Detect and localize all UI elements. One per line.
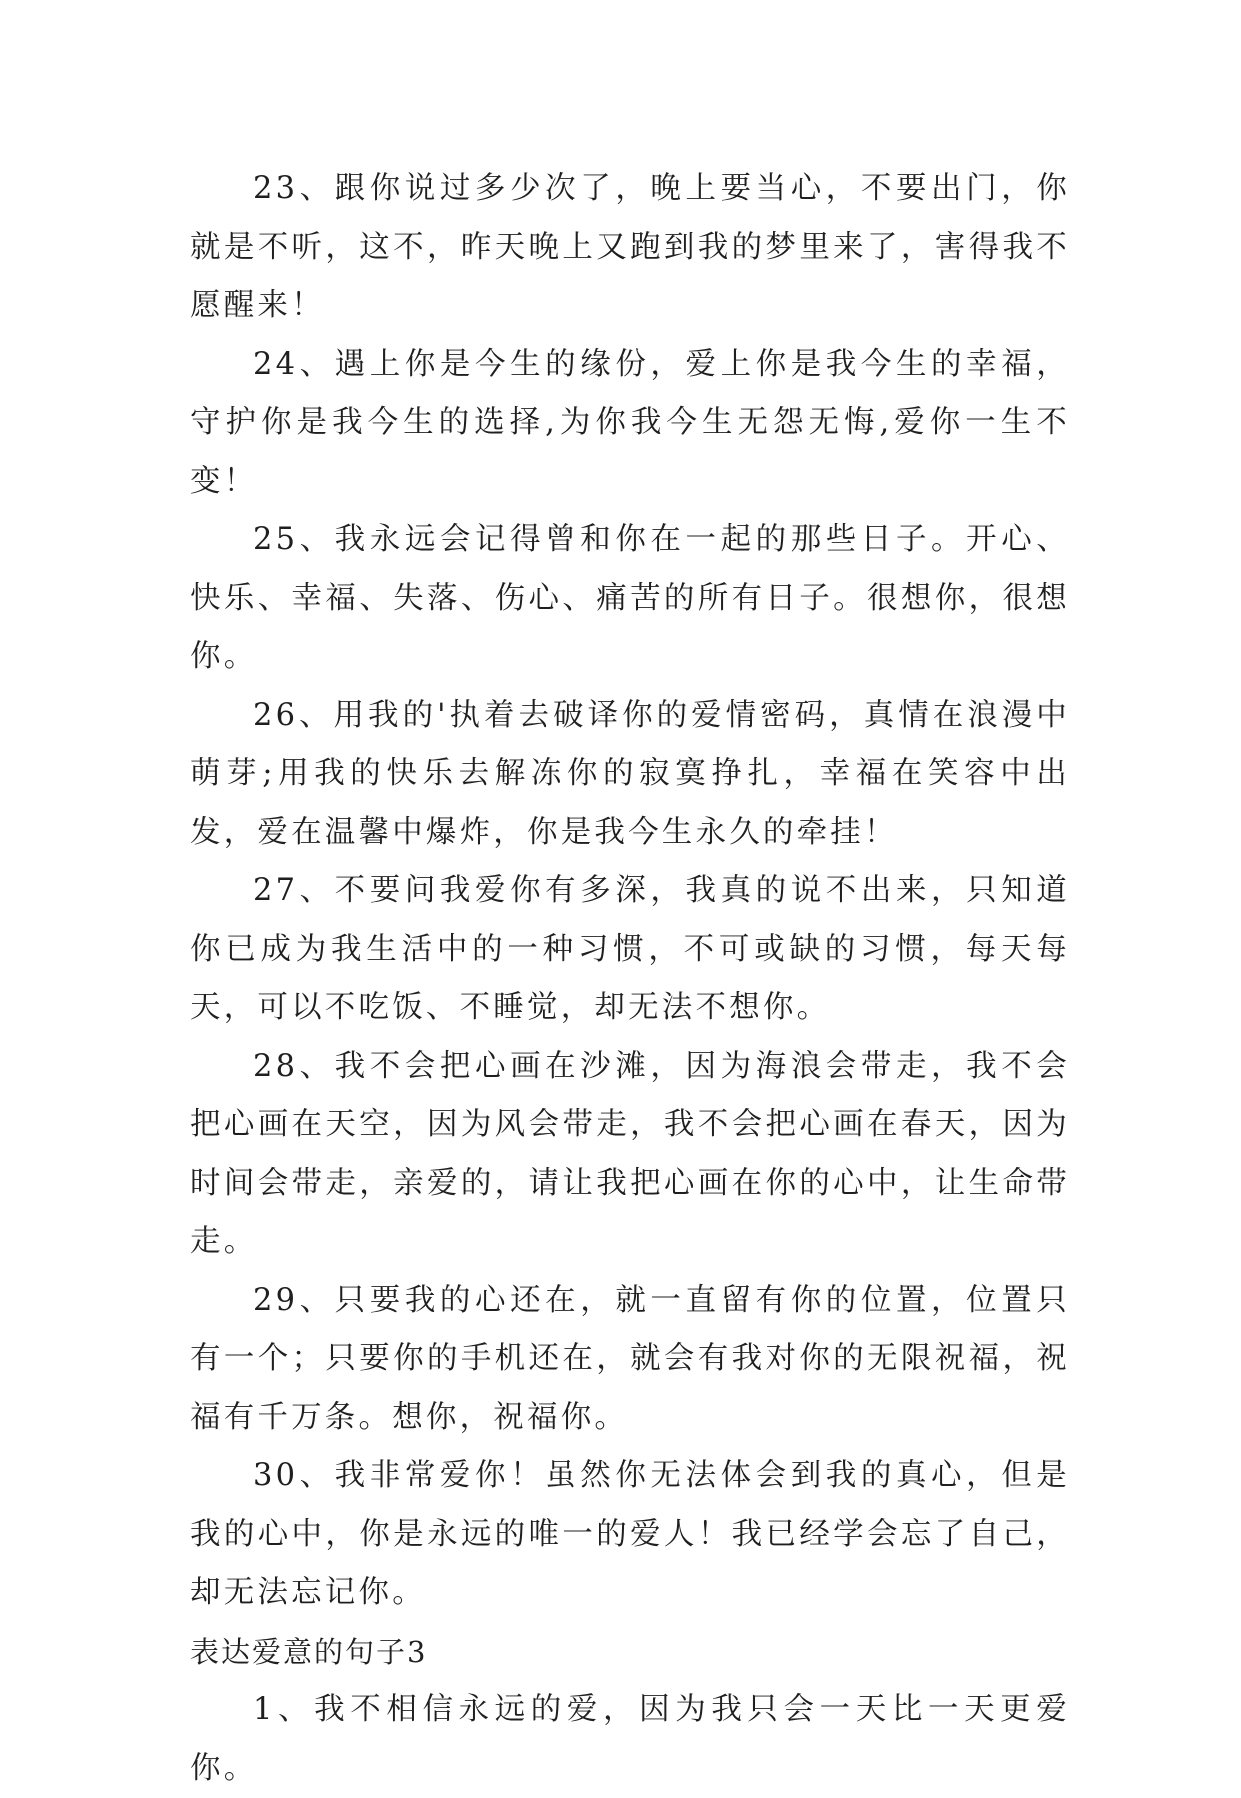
section-paragraph-1: 1、我不相信永远的爱，因为我只会一天比一天更爱你。 — [190, 1692, 1070, 1786]
paragraph-29: 29、只要我的心还在，就一直留有你的位置，位置只有一个；只要你的手机还在，就会有我对你的无限祝福，祝福有千万条。想你，祝福你。 — [190, 1282, 1070, 1435]
paragraph-28: 28、我不会把心画在沙滩，因为海浪会带走，我不会把心画在天空，因为风会带走，我不会把心画在春天，因为时间会带走，亲爱的，请让我把心画在你的心中，让生命带走。 — [190, 1048, 1070, 1259]
paragraph-23: 23、跟你说过多少次了，晚上要当心，不要出门，你就是不听，这不，昨天晚上又跑到我的梦里来了，害得我不愿醒来！ — [190, 171, 1070, 323]
paragraph-25: 25、我永远会记得曾和你在一起的那些日子。开心、快乐、幸福、失落、伤心、痛苦的所有日子。很想你，很想你。 — [190, 522, 1070, 674]
section-heading: 表达爱意的句子3 — [190, 1634, 428, 1669]
paragraph-26: 26、用我的'执着去破译你的爱情密码，真情在浪漫中萌芽;用我的快乐去解冻你的寂寞挣扎，幸福在笑容中出发，爱在温馨中爆炸，你是我今生永久的牵挂！ — [190, 697, 1070, 850]
document-body — [190, 160, 1070, 1798]
paragraph-30: 30、我非常爱你！虽然你无法体会到我的真心，但是我的心中，你是永远的唯一的爱人！我已经学会忘了自己，却无法忘记你。 — [190, 1458, 1070, 1610]
paragraph-27: 27、不要问我爱你有多深，我真的说不出来，只知道你已成为我生活中的一种习惯，不可或缺的习惯，每天每天，可以不吃饭、不睡觉，却无法不想你。 — [190, 873, 1070, 1025]
paragraph-24: 24、遇上你是今生的缘份，爱上你是我今生的幸福，守护你是我今生的选择,为你我今生无怨无悔,爱你一生不变！ — [190, 346, 1070, 499]
